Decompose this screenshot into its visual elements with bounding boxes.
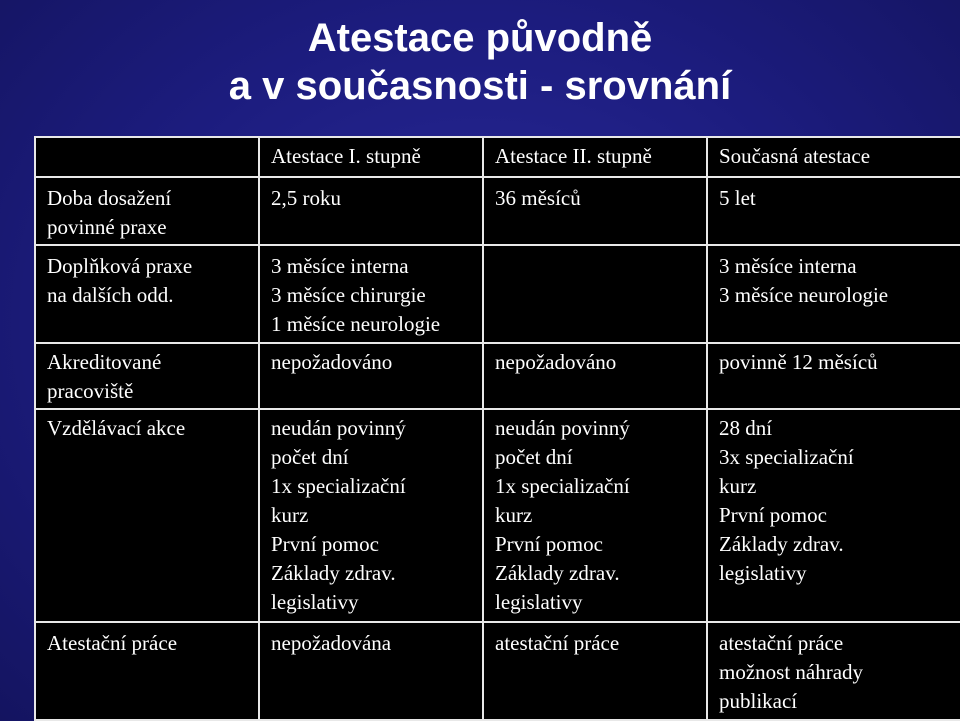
table-cell: neudán povinný počet dní 1x specializační kurz První pomoc Základy zdrav. legislativy [483,409,707,622]
table-row [35,177,960,245]
table-cell: neudán povinný počet dní 1x specializační kurz První pomoc Základy zdrav. legislativy [259,409,483,622]
table-cell: nepožadována [259,622,483,720]
table-cell: 36 měsíců [483,177,707,245]
row-label: Akreditované pracoviště [35,343,259,409]
table-cell: 2,5 roku [259,177,483,245]
header-cell-empty [35,137,259,177]
table-row [35,245,960,343]
table-header-row [35,137,960,177]
header-cell-atestace-2: Atestace II. stupně [483,137,707,177]
table-cell: povinně 12 měsíců [707,343,960,409]
table-cell: atestační práce [483,622,707,720]
table-cell: 28 dní 3x specializační kurz První pomoc Základy zdrav. legislativy [707,409,960,622]
row-label: Doba dosažení povinné praxe [35,177,259,245]
title-line-1: Atestace původně [307,16,653,60]
table-cell: 3 měsíce interna 3 měsíce neurologie [707,245,960,343]
row-label: Atestační práce [35,622,259,720]
table-cell: 5 let [707,177,960,245]
row-label: Vzdělávací akce [35,409,259,622]
row-label: Doplňková praxe na dalších odd. [35,245,259,343]
table-cell: atestační práce možnost náhrady publikací [707,622,960,720]
comparison-table [34,136,960,721]
table-cell: 3 měsíce interna 3 měsíce chirurgie 1 měsíce neurologie [259,245,483,343]
title-line-2: a v současnosti - srovnání [228,64,732,108]
table-cell: nepožadováno [259,343,483,409]
table-row [35,409,960,622]
table-cell [483,245,707,343]
table-row [35,343,960,409]
table-row [35,622,960,720]
table-cell: nepožadováno [483,343,707,409]
header-cell-atestace-1: Atestace I. stupně [259,137,483,177]
slide-title [0,14,960,110]
header-cell-soucasna: Současná atestace [707,137,960,177]
